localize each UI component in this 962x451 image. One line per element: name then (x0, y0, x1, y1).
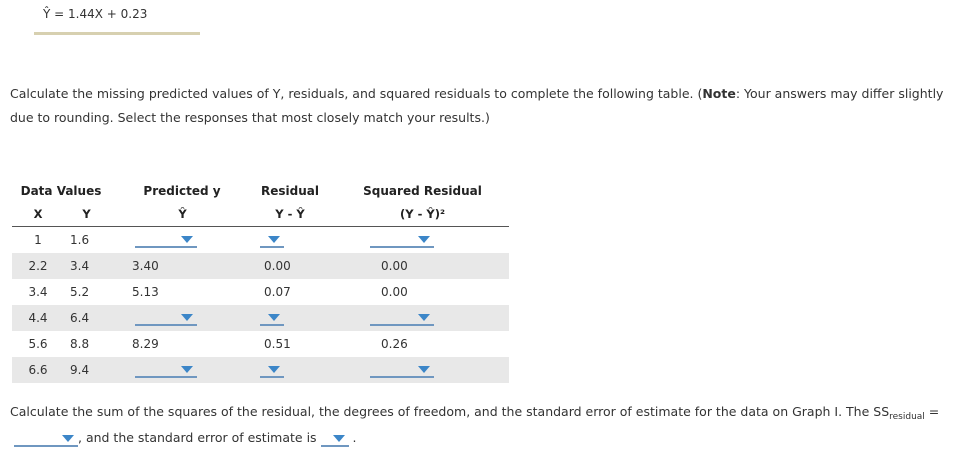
regression-equation: Ŷ = 1.44X + 0.23 (43, 7, 148, 21)
summary-text-d: . (352, 430, 357, 445)
instructions-text-a: Calculate the missing predicted values of Y, residuals, and squared residuals to complete the following table. ( (10, 86, 703, 101)
dropdown-arrow-icon (268, 366, 280, 373)
standard-error-dropdown[interactable] (321, 431, 349, 447)
table-row (12, 357, 509, 383)
note-label: Note (702, 86, 736, 101)
dropdown-arrow-icon (268, 314, 280, 321)
predicted-value: 5.13 (132, 285, 159, 299)
dropdown-arrow-icon (418, 314, 430, 321)
predicted-dropdown[interactable] (135, 232, 197, 248)
table-row (12, 305, 509, 331)
x-value: 5.6 (28, 337, 48, 351)
regression-table (12, 180, 509, 383)
dropdown-arrow-icon (181, 366, 193, 373)
summary-answers (14, 430, 357, 447)
ss-subscript: residual (889, 412, 925, 422)
table-row (12, 331, 509, 357)
x-value: 3.4 (28, 285, 48, 299)
dropdown-arrow-icon (268, 236, 280, 243)
header-squared-residual: Squared Residual (363, 184, 482, 198)
table-row (12, 253, 509, 279)
dropdown-arrow-icon (181, 236, 193, 243)
instructions (10, 82, 950, 130)
y-value: 3.4 (64, 253, 110, 279)
y-value: 5.2 (70, 285, 90, 299)
x-value: 4.4 (12, 305, 64, 331)
summary-text-c: , and the standard error of estimate is (78, 430, 317, 445)
predicted-value: 3.40 (110, 253, 244, 279)
x-value: 6.6 (12, 357, 64, 383)
squared-residual-dropdown[interactable] (370, 232, 434, 248)
header-y-minus-yhat: Y - Ŷ (275, 207, 305, 221)
residual-value: 0.00 (244, 253, 336, 279)
dropdown-arrow-icon (181, 314, 193, 321)
instructions-text-b: : Your answers may differ slightly due to rounding. Select the responses that most closely match your results.) (10, 86, 944, 125)
predicted-dropdown[interactable] (135, 310, 197, 326)
y-value: 8.8 (70, 337, 90, 351)
header-x: X (33, 207, 43, 221)
x-value: 1 (34, 233, 42, 247)
dropdown-arrow-icon (418, 366, 430, 373)
squared-residual-value: 0.26 (381, 337, 408, 351)
x-value: 2.2 (12, 253, 64, 279)
y-value: 6.4 (64, 305, 110, 331)
squared-residual-value: 0.00 (381, 285, 408, 299)
header-yhat: Ŷ (178, 207, 187, 221)
header-squared-formula: (Y - Ŷ)² (400, 207, 445, 221)
y-value: 1.6 (70, 233, 90, 247)
squared-residual-dropdown[interactable] (370, 362, 434, 378)
equation-box (34, 0, 200, 35)
predicted-value: 8.29 (132, 337, 159, 351)
residual-dropdown[interactable] (260, 362, 284, 378)
header-residual: Residual (261, 184, 319, 198)
ss-residual-dropdown[interactable] (14, 431, 78, 447)
residual-value: 0.07 (264, 285, 291, 299)
header-predicted: Predicted y (143, 184, 221, 198)
header-y: Y (82, 207, 91, 221)
residual-dropdown[interactable] (260, 232, 284, 248)
residual-dropdown[interactable] (260, 310, 284, 326)
dropdown-arrow-icon (333, 435, 345, 442)
summary-question (10, 404, 940, 422)
y-value: 9.4 (64, 357, 110, 383)
dropdown-arrow-icon (62, 435, 74, 442)
dropdown-arrow-icon (418, 236, 430, 243)
header-data-values: Data Values (20, 184, 102, 198)
residual-value: 0.51 (264, 337, 291, 351)
table-row (12, 279, 509, 305)
table-row (12, 227, 509, 254)
predicted-dropdown[interactable] (135, 362, 197, 378)
summary-text-a: Calculate the sum of the squares of the residual, the degrees of freedom, and the standard error of estimate for the data on Graph I. The SS (10, 404, 890, 419)
summary-text-b: = (924, 404, 940, 419)
squared-residual-dropdown[interactable] (370, 310, 434, 326)
squared-residual-value: 0.00 (336, 253, 509, 279)
